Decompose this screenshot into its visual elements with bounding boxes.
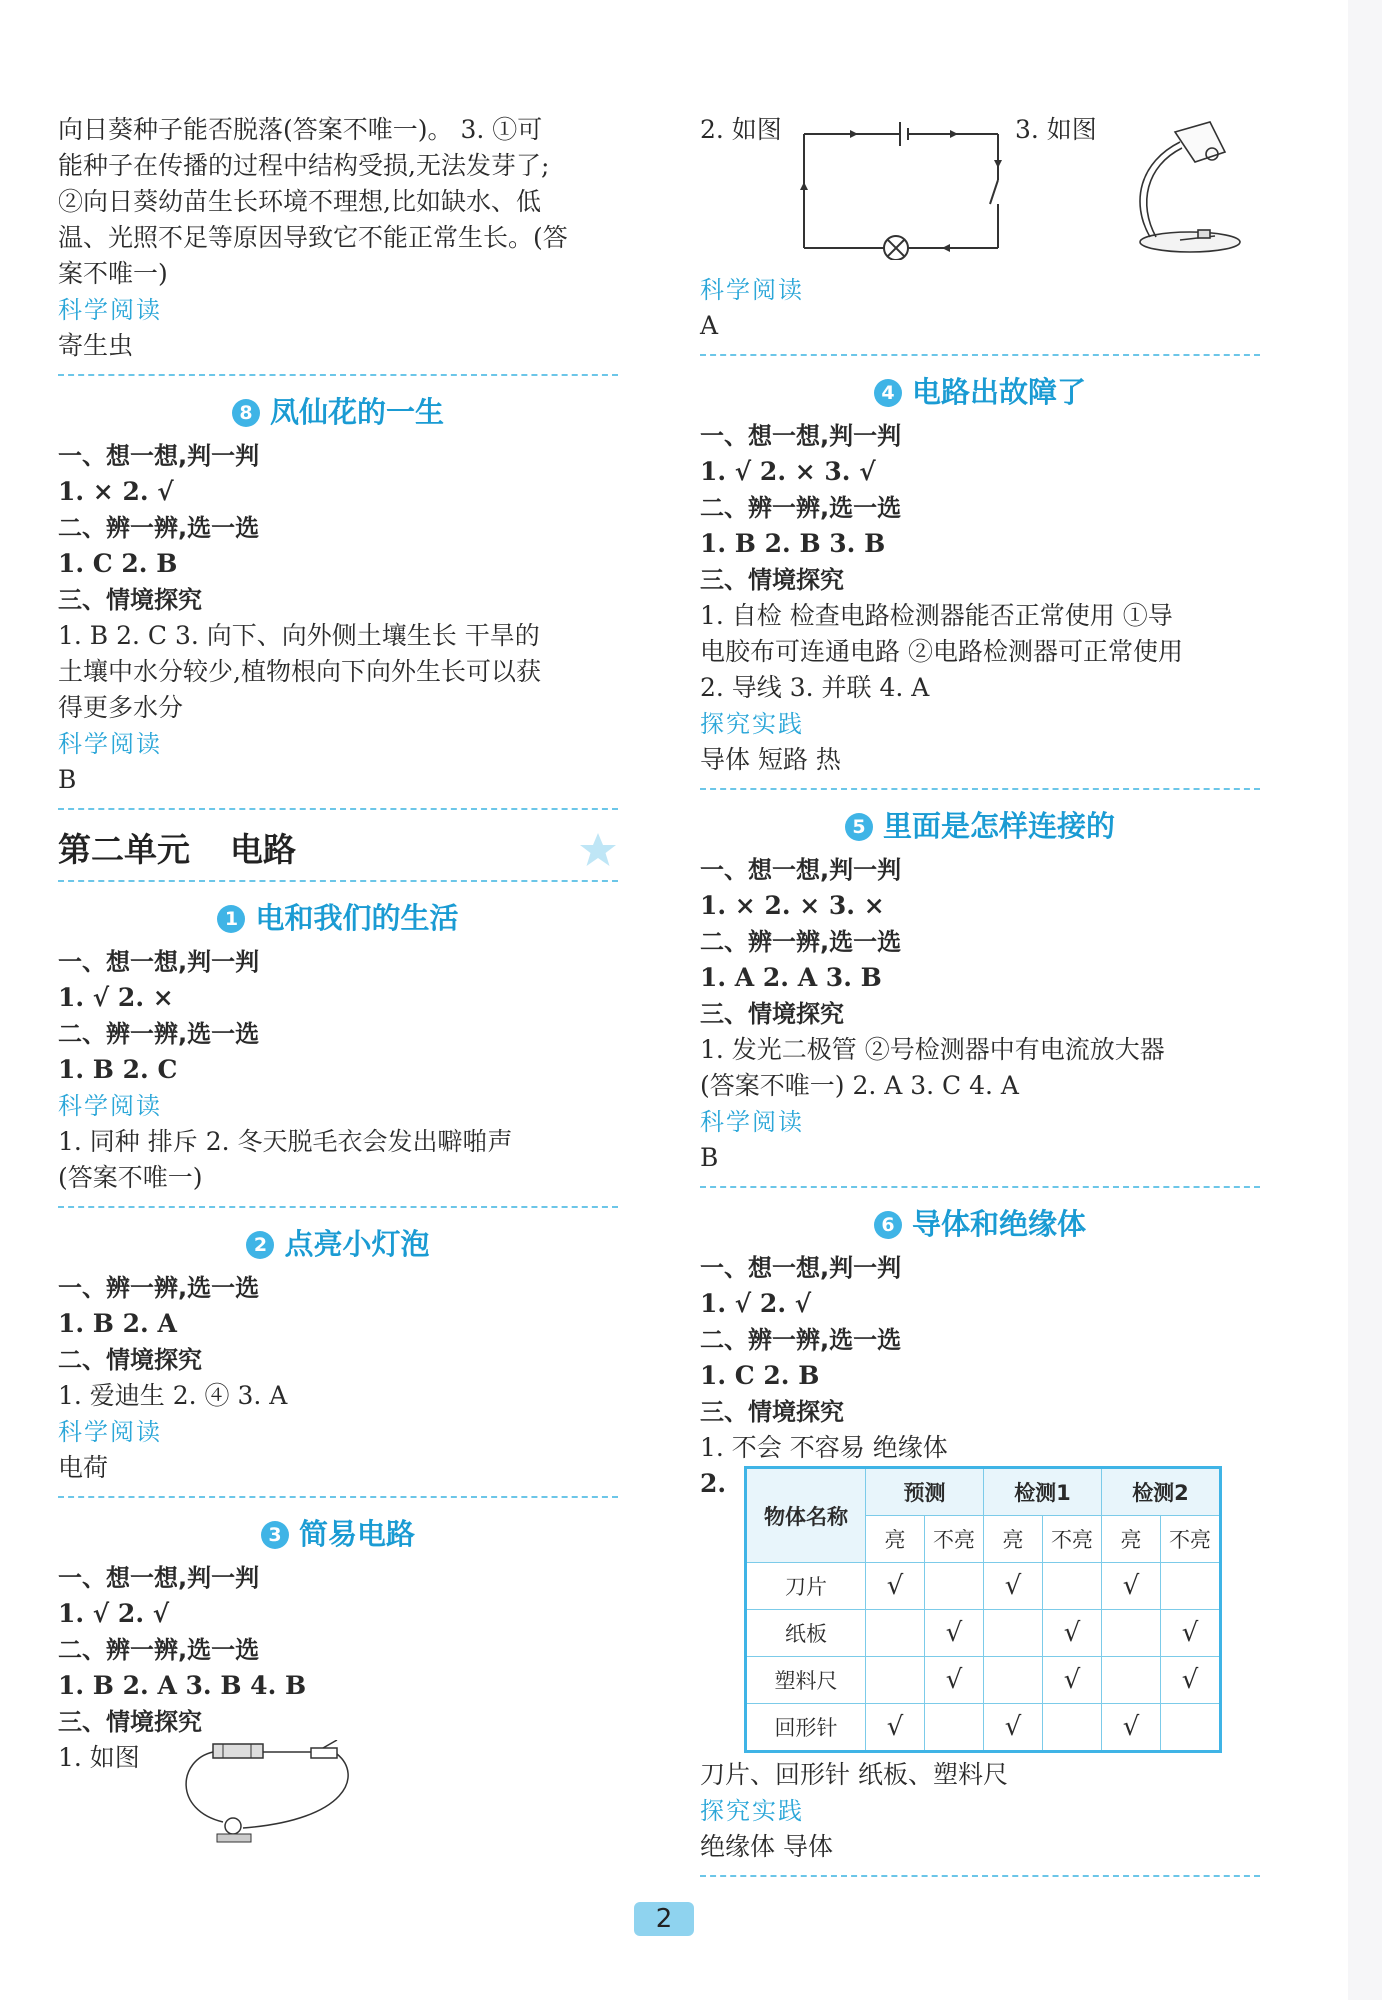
practice-label: 探究实践 [700, 710, 804, 738]
answer-line: 刀片、回形针 纸板、塑料尺 [700, 1760, 1008, 1789]
dashed-divider [58, 880, 618, 882]
answer-line: 1. B 2. C 3. 向下、向外侧土壤生长 干旱的 [58, 621, 540, 650]
lesson-title-text: 导体和绝缘体 [911, 1207, 1086, 1241]
section-heading: 三、情境探究 [700, 1000, 844, 1028]
figure-label: 3. 如图 [1015, 115, 1097, 144]
table-header-cell: 检测1 [984, 1468, 1102, 1516]
answer-line: 1. √ 2. √ [58, 1599, 170, 1628]
answer-line: 1. × 2. × 3. × [700, 891, 885, 920]
answer-line: 1. 不会 不容易 绝缘体 [700, 1433, 948, 1462]
answer-line: 1. × 2. √ [58, 477, 174, 506]
answer-line: 1. B 2. A 3. B 4. B [58, 1671, 307, 1700]
section-heading: 二、辨一辨,选一选 [700, 494, 902, 522]
answer-line: 土壤中水分较少,植物根向下向外生长可以获 [58, 657, 541, 686]
lesson-number-badge: 5 [845, 813, 873, 841]
results-table [744, 1466, 1222, 1753]
science-reading-label: 科学阅读 [58, 1092, 162, 1120]
section-heading: 二、辨一辨,选一选 [58, 514, 260, 542]
table-cell [1043, 1563, 1102, 1610]
table-cell: √ [1043, 1657, 1102, 1704]
lesson-title [700, 370, 1260, 414]
table-header-cell: 亮 [1102, 1516, 1161, 1563]
table-cell: √ [1102, 1563, 1161, 1610]
unit-heading [58, 824, 618, 876]
right-column [700, 112, 1260, 1891]
answer-line: 1. √ 2. × 3. √ [700, 457, 876, 486]
unit-name: 第二单元 [58, 830, 190, 869]
lesson-title-text: 简易电路 [298, 1517, 415, 1551]
table-cell: √ [1161, 1610, 1221, 1657]
left-column [58, 112, 618, 1850]
section-heading: 二、辨一辨,选一选 [58, 1020, 260, 1048]
answer-line: 1. B 2. A [58, 1309, 177, 1338]
table-cell [984, 1610, 1043, 1657]
lesson-title-text: 凤仙花的一生 [269, 395, 444, 429]
table-cell: √ [1043, 1610, 1102, 1657]
table-header-cell: 物体名称 [746, 1468, 866, 1563]
lesson-title [58, 896, 618, 940]
table-row [746, 1563, 1221, 1610]
dashed-divider [58, 1206, 618, 1208]
table-row [746, 1657, 1221, 1704]
answer-line: 1. 发光二极管 ②号检测器中有电流放大器 [700, 1035, 1165, 1064]
lesson-title [58, 1222, 618, 1266]
table-block [700, 1466, 1260, 1753]
section-heading: 一、想一想,判一判 [58, 948, 260, 976]
table-header-cell: 不亮 [1161, 1516, 1221, 1563]
answer-text: B [58, 765, 77, 794]
answer-line: 1. 爱迪生 2. ④ 3. A [58, 1381, 288, 1410]
table-header-cell: 检测2 [1102, 1468, 1221, 1516]
answer-line: 1. 如图 [58, 1743, 140, 1772]
answer-line: 1. 自检 检查电路检测器能否正常使用 ①导 [700, 601, 1173, 630]
table-cell [984, 1657, 1043, 1704]
simple-circuit-drawing [173, 1740, 373, 1848]
science-reading-label: 科学阅读 [58, 730, 162, 758]
section-heading: 一、想一想,判一判 [700, 1254, 902, 1282]
answer-text: A [700, 311, 719, 340]
circuit-figure-block [58, 1740, 618, 1850]
table-cell [1102, 1657, 1161, 1704]
lesson-title-text: 电和我们的生活 [255, 901, 459, 935]
science-reading-label: 科学阅读 [58, 296, 162, 324]
lesson-number-badge: 2 [246, 1231, 274, 1259]
science-reading-label: 科学阅读 [58, 1418, 162, 1446]
table-cell: √ [984, 1704, 1043, 1752]
answer-line: 1. A 2. A 3. B [700, 963, 882, 992]
circuit-diagram [800, 120, 1010, 260]
lesson-number-badge: 6 [874, 1211, 902, 1239]
answer-text: 电荷 [58, 1453, 109, 1482]
figure-label: 2. 如图 [700, 115, 782, 144]
dashed-divider [700, 1186, 1260, 1188]
lesson-title-text: 里面是怎样连接的 [882, 809, 1115, 843]
table-cell: √ [925, 1610, 984, 1657]
answer-text: 绝缘体 导体 [700, 1832, 833, 1861]
table-cell: 刀片 [746, 1563, 866, 1610]
dashed-divider [700, 354, 1260, 356]
lesson-title [700, 804, 1260, 848]
section-heading: 二、情境探究 [58, 1346, 202, 1374]
lesson-number-badge: 3 [261, 1521, 289, 1549]
table-cell [866, 1657, 925, 1704]
section-heading: 二、辨一辨,选一选 [58, 1636, 260, 1664]
section-heading: 二、辨一辨,选一选 [700, 1326, 902, 1354]
table-header-cell: 预测 [866, 1468, 984, 1516]
table-cell [1161, 1563, 1221, 1610]
dashed-divider [700, 788, 1260, 790]
section-heading: 一、想一想,判一判 [58, 442, 260, 470]
dashed-divider [700, 1875, 1260, 1877]
table-header-cell: 不亮 [925, 1516, 984, 1563]
table-row [746, 1610, 1221, 1657]
section-heading: 一、想一想,判一判 [700, 422, 902, 450]
dashed-divider [58, 1496, 618, 1498]
table-cell [925, 1563, 984, 1610]
lesson-number-badge: 4 [874, 379, 902, 407]
previous-answer [58, 112, 618, 292]
lesson-title-text: 电路出故障了 [911, 375, 1086, 409]
table-cell [1161, 1704, 1221, 1752]
dashed-divider [58, 374, 618, 376]
table-cell: 纸板 [746, 1610, 866, 1657]
answer-line: 1. B 2. B 3. B [700, 529, 886, 558]
answer-line: 1. C 2. B [700, 1361, 820, 1390]
section-heading: 一、想一想,判一判 [700, 856, 902, 884]
answer-line: 1. 同种 排斥 2. 冬天脱毛衣会发出噼啪声 [58, 1127, 513, 1156]
lesson-title-text: 点亮小灯泡 [284, 1227, 430, 1261]
section-heading: 三、情境探究 [700, 566, 844, 594]
table-cell: √ [1161, 1657, 1221, 1704]
lesson-title [700, 1202, 1260, 1246]
lesson-title [58, 1512, 618, 1556]
table-header-cell: 亮 [984, 1516, 1043, 1563]
table-cell: 回形针 [746, 1704, 866, 1752]
answer-line: (答案不唯一) 2. A 3. C 4. A [700, 1071, 1019, 1100]
answer-line: 1. √ 2. √ [700, 1289, 812, 1318]
table-row [746, 1704, 1221, 1752]
table-cell [1043, 1704, 1102, 1752]
table-cell [925, 1704, 984, 1752]
answer-line: 2. 导线 3. 并联 4. A [700, 673, 930, 702]
answer-line: 1. B 2. C [58, 1055, 178, 1084]
science-reading-label: 科学阅读 [700, 276, 804, 304]
dashed-divider [58, 808, 618, 810]
text-line: 能种子在传播的过程中结构受损,无法发芽了; [58, 151, 550, 180]
section-heading: 一、想一想,判一判 [58, 1564, 260, 1592]
table-header-cell: 不亮 [1043, 1516, 1102, 1563]
table-cell [1102, 1610, 1161, 1657]
figures-block [700, 112, 1260, 272]
table-cell: √ [1102, 1704, 1161, 1752]
table-cell: √ [925, 1657, 984, 1704]
lesson-number-badge: 1 [217, 905, 245, 933]
table-cell: √ [866, 1563, 925, 1610]
section-heading: 三、情境探究 [58, 586, 202, 614]
answer-line: 1. C 2. B [58, 549, 178, 578]
text-line: 案不唯一) [58, 259, 168, 288]
answer-text: 寄生虫 [58, 331, 134, 360]
page-number: 2 [634, 1902, 694, 1936]
practice-label: 探究实践 [700, 1797, 804, 1825]
table-cell [866, 1610, 925, 1657]
answer-line: 电胶布可连通电路 ②电路检测器可正常使用 [700, 637, 1183, 666]
section-heading: 三、情境探究 [58, 1708, 202, 1736]
table-header-row [746, 1468, 1221, 1516]
answer-line: (答案不唯一) [58, 1163, 203, 1192]
table-cell: 塑料尺 [746, 1657, 866, 1704]
section-heading: 一、辨一辨,选一选 [58, 1274, 260, 1302]
answer-line: 1. √ 2. × [58, 983, 174, 1012]
question-number: 2. [700, 1469, 727, 1498]
unit-topic: 电路 [230, 830, 296, 869]
desk-lamp-drawing [1120, 112, 1250, 262]
text-line: 温、光照不足等原因导致它不能正常生长。(答 [58, 223, 568, 252]
answer-text: B [700, 1143, 719, 1172]
table-cell: √ [984, 1563, 1043, 1610]
text-line: ②向日葵幼苗生长环境不理想,比如缺水、低 [58, 187, 541, 216]
lesson-title [58, 390, 618, 434]
section-heading: 三、情境探究 [700, 1398, 844, 1426]
table-header-cell: 亮 [866, 1516, 925, 1563]
table-cell: √ [866, 1704, 925, 1752]
section-heading: 二、辨一辨,选一选 [700, 928, 902, 956]
lesson-number-badge: 8 [232, 399, 260, 427]
text-line: 向日葵种子能否脱落(答案不唯一)。 3. ①可 [58, 115, 543, 144]
science-reading-label: 科学阅读 [700, 1108, 804, 1136]
star-icon [578, 830, 618, 870]
answer-line: 得更多水分 [58, 693, 184, 722]
answer-text: 导体 短路 热 [700, 745, 841, 774]
